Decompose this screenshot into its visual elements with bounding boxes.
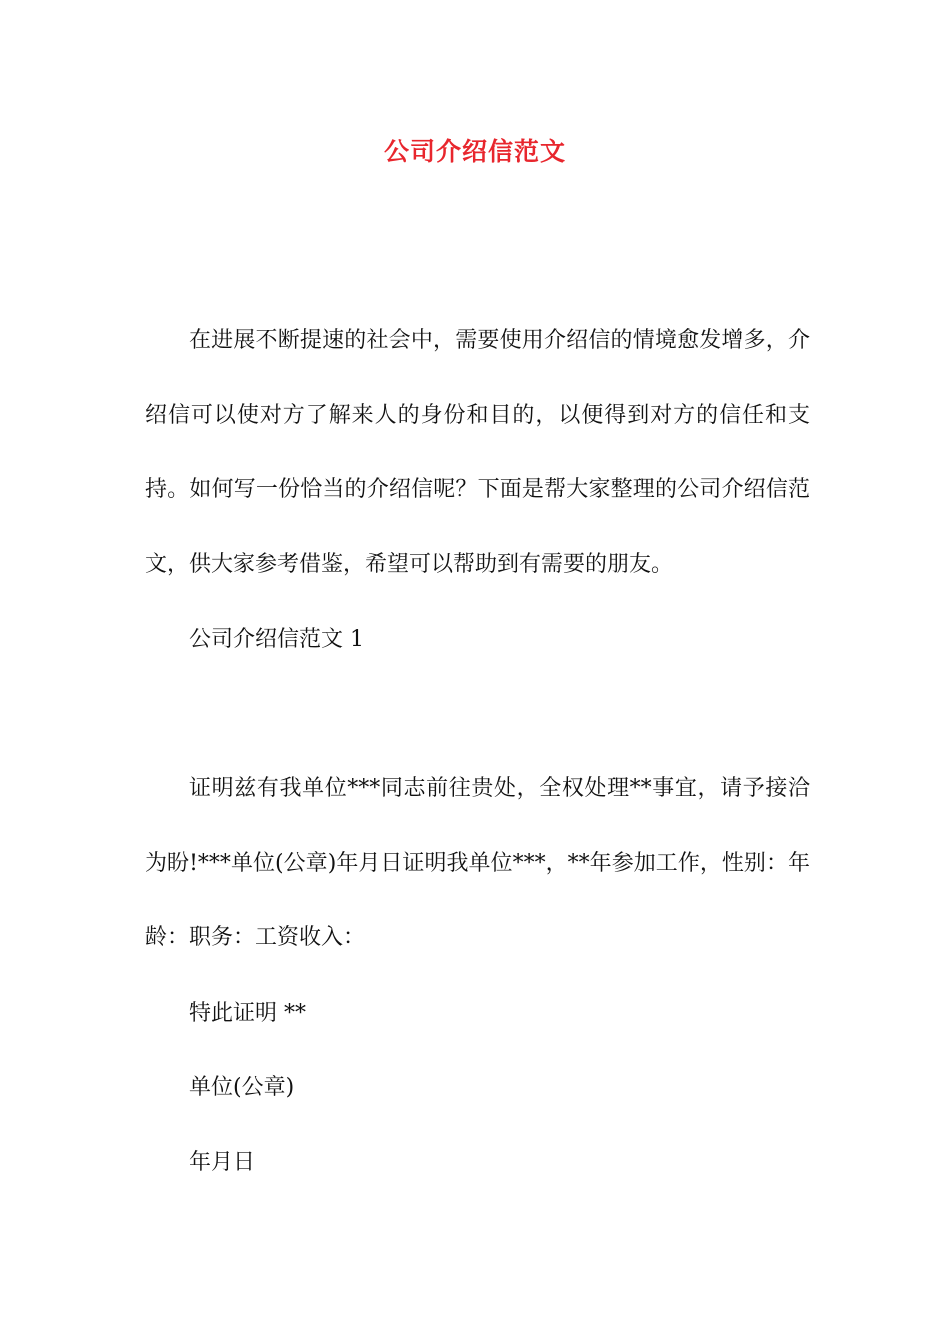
sample-body-paragraph: 证明兹有我单位***同志前往贵处，全权处理**事宜，请予接洽为盼!***单位(公章)年月日证明我单位***，**年参加工作，性别：年龄：职务：工资收入： xyxy=(145,776,810,950)
unit-seal-line: 单位(公章) xyxy=(189,1075,295,1100)
sample-heading: 公司介绍信范文 1 xyxy=(189,627,364,652)
document-title: 公司介绍信范文 xyxy=(383,137,566,166)
date-line: 年月日 xyxy=(189,1150,256,1175)
closing-line: 特此证明 ** xyxy=(189,1001,306,1026)
intro-paragraph: 在进展不断提速的社会中，需要使用介绍信的情境愈发增多，介绍信可以使对方了解来人的身份和目的，以便得到对方的信任和支持。如何写一份恰当的介绍信呢？下面是帮大家整理的公司介绍信范文，供大家参考借鉴，希望可以帮助到有需要的朋友。 xyxy=(145,328,810,577)
